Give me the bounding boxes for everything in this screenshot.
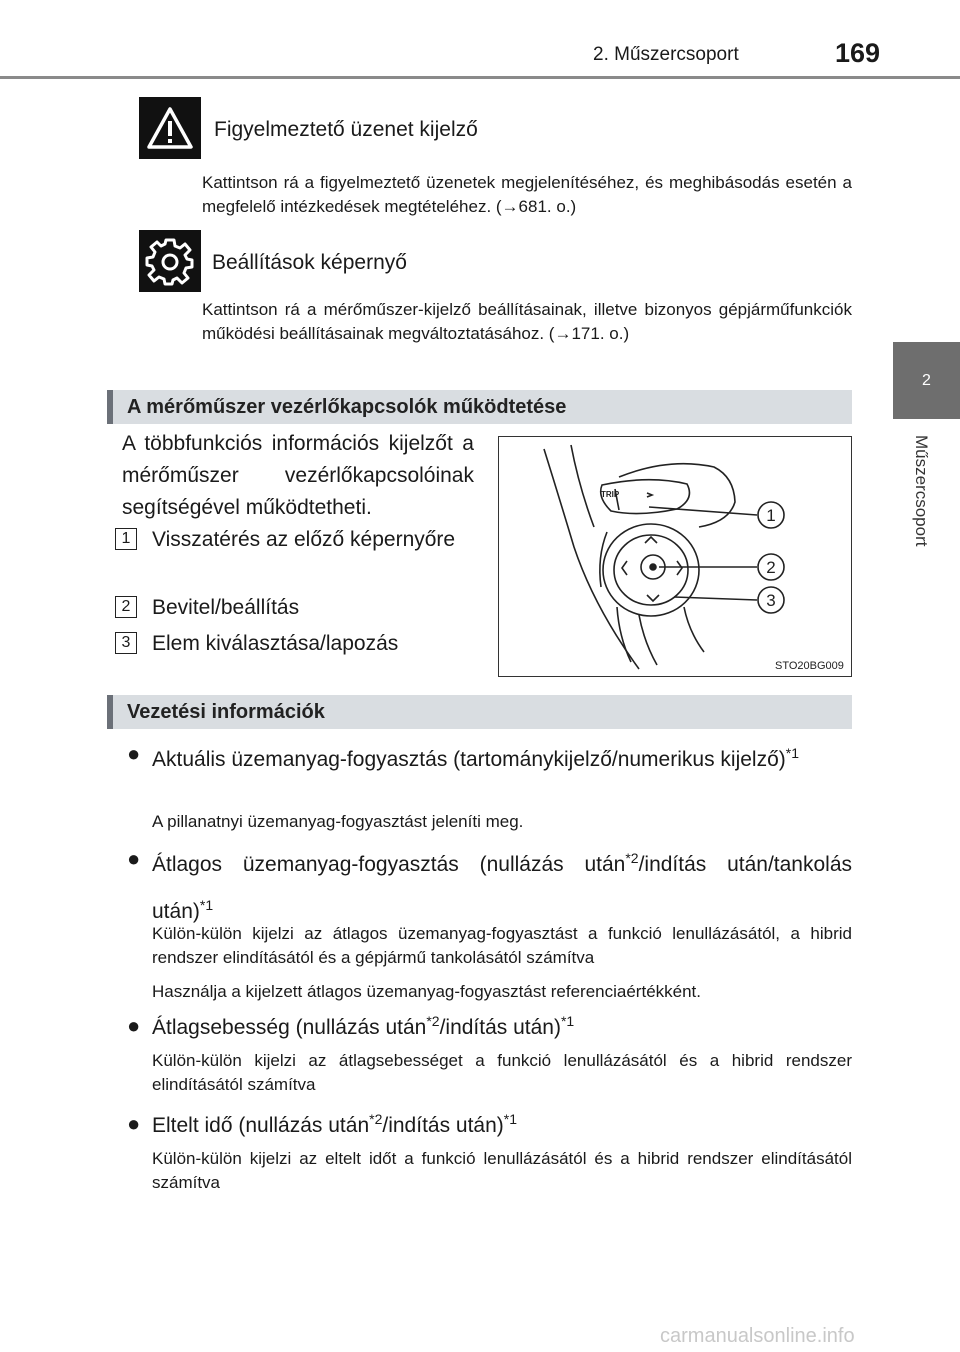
trip-label: TRIP: [601, 490, 620, 499]
steering-switch-figure: [498, 436, 852, 677]
callout-label: 1: [766, 506, 776, 525]
bullet-title: Átlagsebesség (nullázás után$^{*2}$/indítás után)$^{*1}$: [152, 1013, 575, 1039]
list-item: Bevitel/beállítás: [152, 596, 300, 619]
item-desc-settings: Kattintson rá a mérőműszer-kijelző beállításainak, illetve bizonyos gépjárműfunkciók működési beállításainak megváltoztatásához. (→171. o.): [202, 300, 852, 343]
section-heading-driving-info: Vezetési információk: [107, 695, 852, 729]
callout-label: 3: [766, 591, 776, 610]
bullet-icon: ●: [127, 741, 141, 766]
bullet-icon: ●: [127, 1111, 141, 1136]
bullet-title: Aktuális üzemanyag-fogyasztás (tartománykijelző/numerikus kijelző)$^{*1}$: [152, 745, 799, 771]
list-number: 1: [115, 528, 137, 550]
bullet-desc: Külön-külön kijelzi az átlagsebességet a funkció lenullázásától és a hibrid rendszer elindításától számítva: [152, 1051, 852, 1094]
bullet-title: Átlagos üzemanyag-fogyasztás (nullázás után$^{*2}$/indítás után/tankolás után)$^{*1}$: [152, 850, 852, 923]
chapter-number: 2: [922, 371, 931, 389]
bullet-desc: Használja a kijelzett átlagos üzemanyag-fogyasztást referenciaértékként.: [152, 982, 702, 1001]
item-desc-warning: Kattintson rá a figyelmeztető üzenetek megjelenítéséhez, és meghibásodás esetén a megfelelő intézkedések megtételéhez. (→681. o.): [202, 173, 852, 216]
item-title-settings: Beállítások képernyő: [212, 251, 407, 274]
bullet-desc: Külön-külön kijelzi az átlagos üzemanyag-fogyasztást a funkció lenullázásától, a hibrid rendszer elindításától és a gépjármű tankolásától számítva: [152, 924, 852, 967]
bullet-icon: ●: [127, 846, 141, 871]
bullet-title: Eltelt idő (nullázás után$^{*2}$/indítás után)$^{*1}$: [152, 1111, 518, 1137]
chapter-label: Műszercsoport: [912, 435, 931, 547]
list-item: Elem kiválasztása/lapozás: [152, 632, 399, 655]
bullet-icon: ●: [127, 1013, 141, 1038]
page-number: 169: [835, 38, 881, 68]
chapter-tab: [893, 342, 960, 419]
list-number: 2: [115, 596, 137, 618]
bullet-desc: A pillanatnyi üzemanyag-fogyasztást jeleníti meg.: [152, 812, 524, 831]
item-title-warning: Figyelmeztető üzenet kijelző: [214, 118, 478, 141]
warning-icon: [139, 97, 201, 159]
list-number: 3: [115, 632, 137, 654]
header-rule: [0, 76, 960, 79]
chapter-tab-label-area: [893, 419, 960, 677]
steering-switch-illustration: [499, 437, 850, 675]
bullet-desc: Külön-külön kijelzi az eltelt időt a funkció lenullázásától és a hibrid rendszer elindításától számítva: [152, 1149, 852, 1192]
header-section-title: 2. Műszercsoport: [593, 44, 739, 65]
section-intro: A többfunkciós információs kijelzőt a mérőműszer vezérlőkapcsolóinak segítségével működtetheti.: [122, 432, 474, 519]
section-heading-controls: A mérőműszer vezérlőkapcsolók működtetése: [107, 390, 852, 424]
gear-icon: [139, 230, 201, 292]
callout-label: 2: [766, 558, 776, 577]
list-item: Visszatérés az előző képernyőre: [152, 528, 456, 551]
figure-code: STO20BG009: [775, 660, 844, 672]
watermark-text: carmanualsonline.info: [660, 1325, 855, 1347]
